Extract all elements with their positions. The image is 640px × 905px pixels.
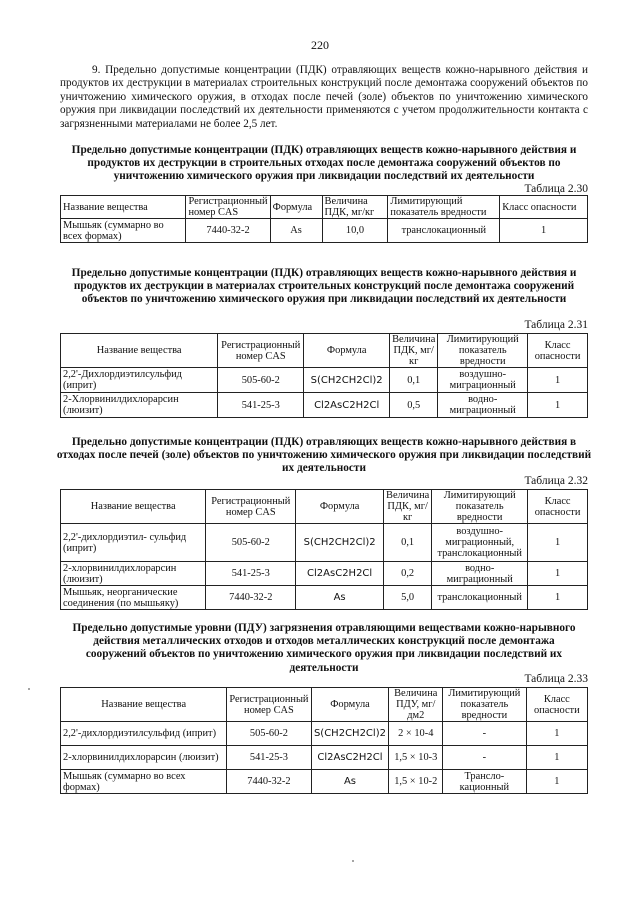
cell-formula: S(CH2CH2Cl)2 xyxy=(296,524,384,562)
table-row xyxy=(61,722,588,746)
table-caption-2-32: Таблица 2.32 xyxy=(524,475,588,487)
cell-class: 1 xyxy=(528,524,588,562)
cell-class: 1 xyxy=(528,586,588,610)
cell-class: 1 xyxy=(526,770,587,794)
cell-substance: Мышьяк, неорганические соединения (по мышьяку) xyxy=(61,586,206,610)
cell-value: 5,0 xyxy=(384,586,432,610)
cell-formula: Cl2AsC2H2Cl xyxy=(311,746,389,770)
col-header: Лимитирующий показатель вредности xyxy=(432,490,528,524)
col-header: Величина ПДК, мг/кг xyxy=(384,490,432,524)
cell-value: 0,2 xyxy=(384,562,432,586)
cell-substance: 2-хлорвинилдихлорарсин (люизит) xyxy=(61,562,206,586)
cell-substance: Мышьяк (суммарно во всех формах) xyxy=(61,770,227,794)
cell-cas: 505-60-2 xyxy=(218,368,304,393)
table-row xyxy=(61,562,588,586)
col-header: Формула xyxy=(296,490,384,524)
col-header: Название вещества xyxy=(61,334,218,368)
table-row xyxy=(61,586,588,610)
cell-substance: 2,2'-дихлордиэтил- сульфид (иприт) xyxy=(61,524,206,562)
table-row xyxy=(61,393,588,418)
cell-cas: 7440-32-2 xyxy=(206,586,296,610)
col-header: Формула xyxy=(304,334,390,368)
cell-cas: 541-25-3 xyxy=(227,746,311,770)
scan-speck xyxy=(28,688,30,690)
cell-formula: Cl2AsC2H2Cl xyxy=(304,393,390,418)
cell-cas: 505-60-2 xyxy=(227,722,311,746)
col-header: Название вещества xyxy=(61,688,227,722)
col-header: Класс опасности xyxy=(528,334,588,368)
cell-substance: Мышьяк (суммарно во всех формах) xyxy=(61,219,186,243)
table-caption-2-30: Таблица 2.30 xyxy=(524,183,588,195)
col-header: Величина ПДК, мг/кг xyxy=(322,196,388,219)
cell-hazard-indicator: - xyxy=(443,722,527,746)
cell-formula: As xyxy=(311,770,389,794)
page-number: 220 xyxy=(311,38,329,52)
cell-substance: 2-Хлорвинилдихлорарсин (люизит) xyxy=(61,393,218,418)
cell-cas: 7440-32-2 xyxy=(227,770,311,794)
table-header-row xyxy=(61,688,588,722)
cell-hazard-indicator: Трансло-кационный xyxy=(443,770,527,794)
table-2-31 xyxy=(60,333,588,418)
col-header: Класс опасности xyxy=(528,490,588,524)
cell-formula: As xyxy=(296,586,384,610)
cell-cas: 541-25-3 xyxy=(206,562,296,586)
table-2-30 xyxy=(60,195,588,243)
table-header-row xyxy=(61,334,588,368)
col-header: Лимитирующий показатель вредности xyxy=(438,334,528,368)
cell-cas: 541-25-3 xyxy=(218,393,304,418)
cell-hazard-indicator: водно-миграционный xyxy=(432,562,528,586)
table-header-row xyxy=(61,490,588,524)
cell-hazard-indicator: воздушно-миграционный, транслокационный xyxy=(432,524,528,562)
cell-class: 1 xyxy=(526,746,587,770)
cell-value: 2 × 10-4 xyxy=(389,722,443,746)
cell-formula: S(CH2CH2Cl)2 xyxy=(304,368,390,393)
col-header: Регистрационный номер CAS xyxy=(186,196,270,219)
col-header: Класс опасности xyxy=(526,688,587,722)
cell-value: 10,0 xyxy=(322,219,388,243)
col-header: Название вещества xyxy=(61,196,186,219)
cell-hazard-indicator: транслокационный xyxy=(432,586,528,610)
section-title-2-31: Предельно допустимые концентрации (ПДК) отравляющих веществ кожно-нарывного действия и продуктов их деструкции в материалах строительных конструкций после демонтажа сооружений объектов по уничтожению химического оружия при ликвидации последствий их деятельности xyxy=(71,267,577,306)
table-2-32 xyxy=(60,489,588,610)
col-header: Формула xyxy=(311,688,389,722)
col-header: Регистрационный номер CAS xyxy=(218,334,304,368)
scan-speck xyxy=(352,860,354,862)
cell-class: 1 xyxy=(528,562,588,586)
cell-substance: 2,2'-Дихлордиэтилсульфид (иприт) xyxy=(61,368,218,393)
col-header: Лимитирующий показатель вредности xyxy=(388,196,500,219)
section-title-2-30: Предельно допустимые концентрации (ПДК) отравляющих веществ кожно-нарывного действия и продуктов их деструкции в строительных отходах после демонтажа сооружений объектов по уничтожению химического оружия при ликвидации последствий их деятельности xyxy=(71,144,577,183)
cell-hazard-indicator: воздушно-миграционный xyxy=(438,368,528,393)
cell-formula: Cl2AsC2H2Cl xyxy=(296,562,384,586)
cell-value: 1,5 × 10-3 xyxy=(389,746,443,770)
cell-hazard-indicator: - xyxy=(443,746,527,770)
col-header: Величина ПДУ, мг/дм2 xyxy=(389,688,443,722)
table-row xyxy=(61,770,588,794)
cell-value: 0,5 xyxy=(390,393,438,418)
cell-cas: 505-60-2 xyxy=(206,524,296,562)
cell-hazard-indicator: водно-миграционный xyxy=(438,393,528,418)
table-row xyxy=(61,219,588,243)
cell-formula: S(CH2CH2Cl)2 xyxy=(311,722,389,746)
col-header: Название вещества xyxy=(61,490,206,524)
table-row xyxy=(61,524,588,562)
cell-value: 0,1 xyxy=(384,524,432,562)
col-header: Регистрационный номер CAS xyxy=(206,490,296,524)
cell-class: 1 xyxy=(528,368,588,393)
col-header: Класс опасности xyxy=(500,196,588,219)
cell-cas: 7440-32-2 xyxy=(186,219,270,243)
table-caption-2-31: Таблица 2.31 xyxy=(524,319,588,331)
cell-class: 1 xyxy=(526,722,587,746)
section-title-2-33: Предельно допустимые уровни (ПДУ) загрязнения отравляющими веществами кожно-нарывного действия металлических отходов и отходов металлических конструкций после демонтажа сооружений объектов по уничтожению химического оружия при ликвидации последствий их деятельности xyxy=(72,622,576,674)
cell-class: 1 xyxy=(528,393,588,418)
cell-substance: 2-хлорвинилдихлорарсин (люизит) xyxy=(61,746,227,770)
cell-value: 0,1 xyxy=(390,368,438,393)
table-row xyxy=(61,368,588,393)
table-header-row xyxy=(61,196,588,219)
cell-formula: As xyxy=(270,219,322,243)
section-title-2-32: Предельно допустимые концентрации (ПДК) отравляющих веществ кожно-нарывного действия в отходах после печей (золе) объектов по уничтожению химического оружия при ликвидации последствий их деятельности xyxy=(56,436,592,475)
table-row xyxy=(61,746,588,770)
cell-substance: 2,2'-дихлордиэтилсульфид (иприт) xyxy=(61,722,227,746)
col-header: Формула xyxy=(270,196,322,219)
cell-value: 1,5 × 10-2 xyxy=(389,770,443,794)
table-2-33 xyxy=(60,687,588,794)
col-header: Лимитирующий показатель вредности xyxy=(443,688,527,722)
cell-hazard-indicator: транслокационный xyxy=(388,219,500,243)
intro-paragraph: 9. Предельно допустимые концентрации (ПДК) отравляющих веществ кожно-нарывного действия и продуктов их деструкции в материалах строительных конструкций после демонтажа сооружений объектов по уничтожению химического оружия, в отходах после печей (золе) объектов по уничтожению химического оружия при ликвидации последствий их деятельности применяются с учетом продолжительности контакта с загрязненными материалами не более 2,5 лет. xyxy=(60,64,588,130)
cell-class: 1 xyxy=(500,219,588,243)
col-header: Регистрационный номер CAS xyxy=(227,688,311,722)
col-header: Величина ПДК, мг/кг xyxy=(390,334,438,368)
table-caption-2-33: Таблица 2.33 xyxy=(524,673,588,685)
